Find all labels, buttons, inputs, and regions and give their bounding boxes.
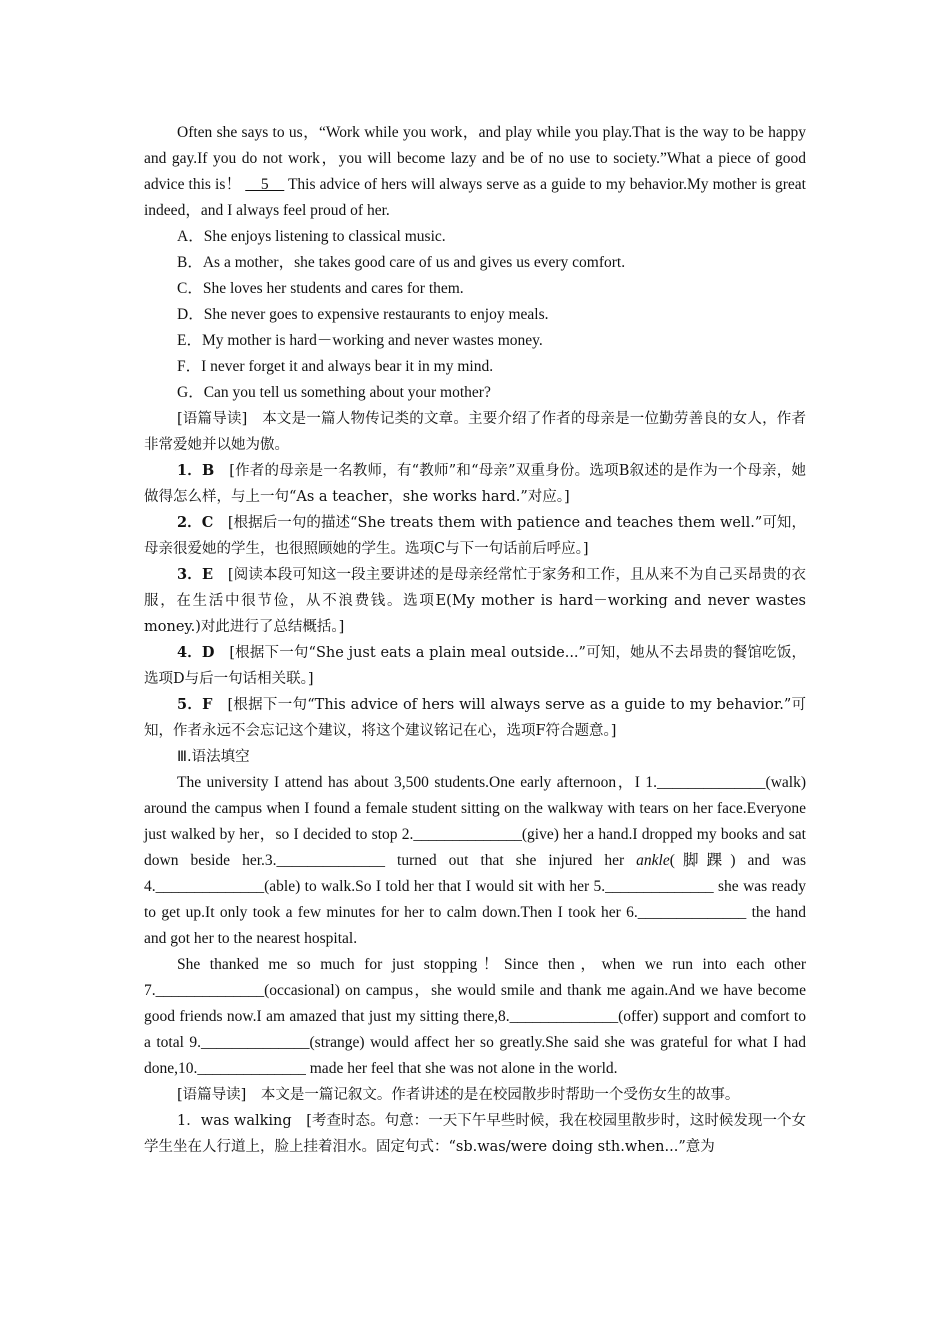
answer-explanation: [根据下一句“This advice of hers will always serve as a guide to my behavior.”可知，作者永远不会忘记这个建议，将这个建议铭记在心，选项F符合题意。]	[144, 697, 807, 739]
answer-number: 1．B	[177, 462, 215, 479]
guide-2	[144, 1082, 806, 1108]
answer-number: 1．was walking	[177, 1113, 292, 1129]
section-title: Ⅲ.语法填空	[177, 749, 250, 765]
answer-explanation: [根据后一句的描述“She treats them with patience and teaches them well.”可知，母亲很爱她的学生，也很照顾她的学生。选项C与下一句话前后呼应。]	[144, 515, 806, 557]
answer-explanation: [作者的母亲是一名教师，有“教师”和“母亲”双重身份。选项B叙述的是作为一个母亲，她做得怎么样，与上一句“As a teacher，she works hard.”对应。]	[144, 463, 806, 505]
answer-5	[144, 692, 806, 744]
answer-number: 4．D	[177, 644, 215, 661]
guide-text: 本文是一篇记叙文。作者讲述的是在校园散步时帮助一个受伤女生的故事。	[260, 1087, 740, 1103]
passage-text: Often she says to us，“Work while you work，and play while you play.That is the way to be happy and gay.If you do not work，you will become lazy and be of no use to society.”What a piece of good advice this is！	[144, 124, 806, 193]
answer-number: 3．E	[177, 566, 213, 583]
option-c: C．She loves her students and cares for them.	[177, 280, 464, 297]
answer-1	[144, 458, 806, 510]
grammar-paragraph-1	[144, 770, 806, 952]
passage-text: This advice of hers will always serve as a guide to my behavior.My mother is great indeed，and I always feel proud of her.	[144, 176, 806, 219]
answer-grammar-1	[144, 1108, 806, 1160]
answer-explanation: [考查时态。句意：一天下午早些时候，我在校园里散步时，这时候发现一个女学生坐在人行道上，脸上挂着泪水。固定句式：“sb.was/were doing sth.when...”意为	[144, 1113, 807, 1155]
option-f: F．I never forget it and always bear it in my mind.	[177, 358, 494, 375]
option-g: G．Can you tell us something about your mother?	[177, 384, 491, 401]
passage-text: The university I attend has about 3,500 students.One early afternoon，I 1.______________(walk) around the campus when I found a female student sitting on the walkway with tears on her face.Everyone just walked by her，so I decided to stop 2.______________(give) her a hand.I dropped my books and sat down beside her.3.______________ turned out that she injured her	[144, 774, 806, 869]
blank-5: __5__	[245, 176, 285, 193]
answer-4	[144, 640, 806, 692]
passage-paragraph	[144, 120, 806, 224]
answer-explanation: [根据下一句“She just eats a plain meal outside...”可知，她从不去昂贵的餐馆吃饭，选项D与后一句话相关联。]	[144, 645, 806, 687]
option-a: A．She enjoys listening to classical music.	[177, 228, 446, 245]
answer-explanation: [阅读本段可知这一段主要讲述的是母亲经常忙于家务和工作，且从来不为自己买昂贵的衣服，在生活中很节俭，从不浪费钱。选项E(My mother is hard－working and never wastes money.)对此进行了总结概括。]	[144, 567, 806, 635]
answer-2	[144, 510, 806, 562]
passage-text: (脚踝) and was 4.______________(able) to walk.So I told her that I would sit with her 5.______________ she was ready to get up.It only took a few minutes for her to calm down.Then I took her 6.______________ the hand and got her to the nearest hospital.	[144, 852, 807, 947]
guide-text: 本文是一篇人物传记类的文章。主要介绍了作者的母亲是一位勤劳善良的女人，作者非常爱她并以她为傲。	[144, 411, 806, 453]
answer-number: 5．F	[177, 696, 213, 713]
document-page	[144, 120, 806, 1160]
option-d: D．She never goes to expensive restaurants to enjoy meals.	[177, 306, 549, 323]
answer-3	[144, 562, 806, 640]
guide-label: [语篇导读]	[177, 411, 248, 427]
italic-word: ankle	[636, 852, 670, 869]
guide-1	[144, 406, 806, 458]
answer-number: 2．C	[177, 514, 214, 531]
option-e: E．My mother is hard－working and never wastes money.	[177, 332, 543, 349]
option-b: B．As a mother，she takes good care of us and gives us every comfort.	[177, 254, 626, 271]
guide-label: [语篇导读]	[177, 1087, 247, 1103]
grammar-paragraph-2: She thanked me so much for just stopping！Since then，when we run into each other 7.______________(occasional) on campus，she would smile and thank me again.And we have become good friends now.I am amazed that just my sitting there,8.______________(offer) support and comfort to a total 9.______________(strange) would affect her so greatly.She said she was grateful for what I had done,10.______________ made her feel that she was not alone in the world.	[144, 956, 806, 1077]
